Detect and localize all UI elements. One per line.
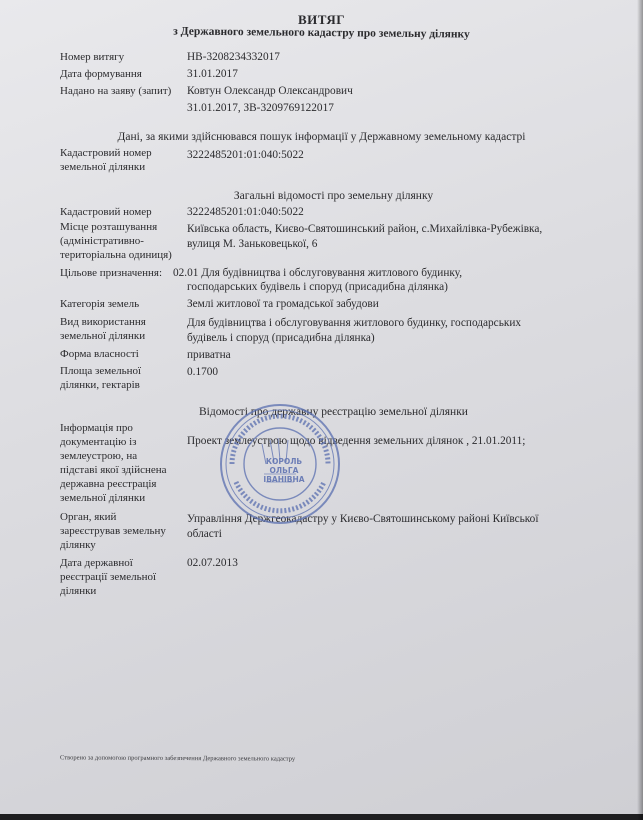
- reg-date-value: 02.07.2013: [187, 557, 238, 569]
- doc-label-5: державна реєстрація: [60, 478, 157, 490]
- doc-value: Проект землеустрою щодо відведення земельних ділянок , 21.01.2011;: [187, 435, 526, 447]
- extract-number-label: Номер витягу: [60, 51, 125, 63]
- doc-label-6: земельної ділянки: [60, 492, 146, 504]
- purpose-label: Цільове призначення:: [60, 267, 163, 279]
- use-label-1: Вид використання: [60, 316, 146, 328]
- location-label-1: Місце розташування: [60, 221, 158, 233]
- page-edge: [637, 0, 643, 820]
- ownership-label: Форма власності: [60, 348, 139, 360]
- stamp-name-1: КОРОЛЬ: [265, 457, 303, 466]
- area-label-1: Площа земельної: [60, 365, 142, 377]
- request-label: Надано на заяву (запит): [60, 85, 172, 97]
- doc-label-1: Інформація про: [60, 422, 133, 434]
- use-label-2: земельної ділянки: [60, 330, 146, 342]
- general-heading: Загальні відомості про земельну ділянку: [233, 190, 434, 202]
- search-heading: Дані, за якими здійснювався пошук інформації у Державному земельному кадастрі: [117, 131, 526, 143]
- reg-date-label-2: реєстрації земельної: [60, 571, 157, 583]
- document-title: ВИТЯГ: [297, 12, 346, 27]
- search-cadastral-value: 3222485201:01:040:5022: [187, 149, 304, 161]
- official-stamp: [218, 402, 342, 526]
- location-label-3: територіальна одиниця): [60, 249, 172, 261]
- area-value: 0.1700: [187, 366, 219, 378]
- use-value-2: будівель і споруд (присадибна ділянка): [187, 332, 375, 344]
- doc-label-2: документацію із: [60, 436, 137, 448]
- general-cadastral-label: Кадастровий номер: [60, 206, 152, 218]
- purpose-value-1: 02.01 Для будівництва і обслуговування житлового будинку,: [173, 267, 463, 279]
- formation-date-label: Дата формування: [60, 68, 142, 80]
- location-label-2: (адміністративно-: [60, 235, 144, 247]
- stamp-name-2: ОЛЬГА: [269, 466, 299, 475]
- area-label-2: ділянки, гектарів: [60, 379, 140, 391]
- page-shadow: [0, 814, 643, 820]
- reg-date-label-1: Дата державної: [60, 557, 133, 569]
- location-value-2: вулиця М. Заньковецької, 6: [187, 238, 318, 250]
- ownership-value: приватна: [187, 349, 231, 361]
- formation-date-value: 31.01.2017: [187, 68, 238, 80]
- general-cadastral-value: 3222485201:01:040:5022: [187, 206, 304, 218]
- authority-label-2: зареєстрував земельну: [60, 525, 166, 537]
- document-subtitle: з Державного земельного кадастру про земельну ділянку: [173, 25, 470, 41]
- search-cadastral-label-1: Кадастровий номер: [60, 147, 152, 159]
- authority-label-3: ділянку: [60, 539, 96, 551]
- location-value-1: Київська область, Києво-Святошинський район, с.Михайлівка-Рубежівка,: [187, 223, 543, 235]
- authority-value-2: області: [187, 528, 222, 540]
- registration-heading: Відомості про державну реєстрацію земельної ділянки: [199, 406, 468, 418]
- category-value: Землі житлової та громадської забудови: [187, 298, 379, 310]
- stamp-seal-icon: [218, 402, 342, 526]
- authority-value-1: Управління Держгеокадастру у Києво-Святошинському районі Київської: [187, 513, 539, 525]
- extract-number-value: НВ-3208234332017: [187, 51, 280, 63]
- purpose-value-2: господарських будівель і споруд (присадибна ділянка): [187, 281, 448, 293]
- request-reference: 31.01.2017, ЗВ-3209769122017: [187, 102, 334, 114]
- search-cadastral-label-2: земельної ділянки: [60, 161, 146, 173]
- authority-label-1: Орган, який: [60, 511, 117, 523]
- doc-label-4: підставі якої здійснена: [60, 464, 167, 476]
- footer-note: Створено за допомогою програмного забезпечення Державного земельного кадастру: [59, 754, 296, 763]
- category-label: Категорія земель: [60, 298, 140, 310]
- request-name: Ковтун Олександр Олександрович: [187, 85, 353, 97]
- use-value-1: Для будівництва і обслуговування житлового будинку, господарських: [187, 317, 522, 329]
- stamp-name-3: ІВАНІВНА: [263, 475, 305, 484]
- reg-date-label-3: ділянки: [60, 585, 97, 597]
- doc-label-3: землеустрою, на: [60, 450, 138, 462]
